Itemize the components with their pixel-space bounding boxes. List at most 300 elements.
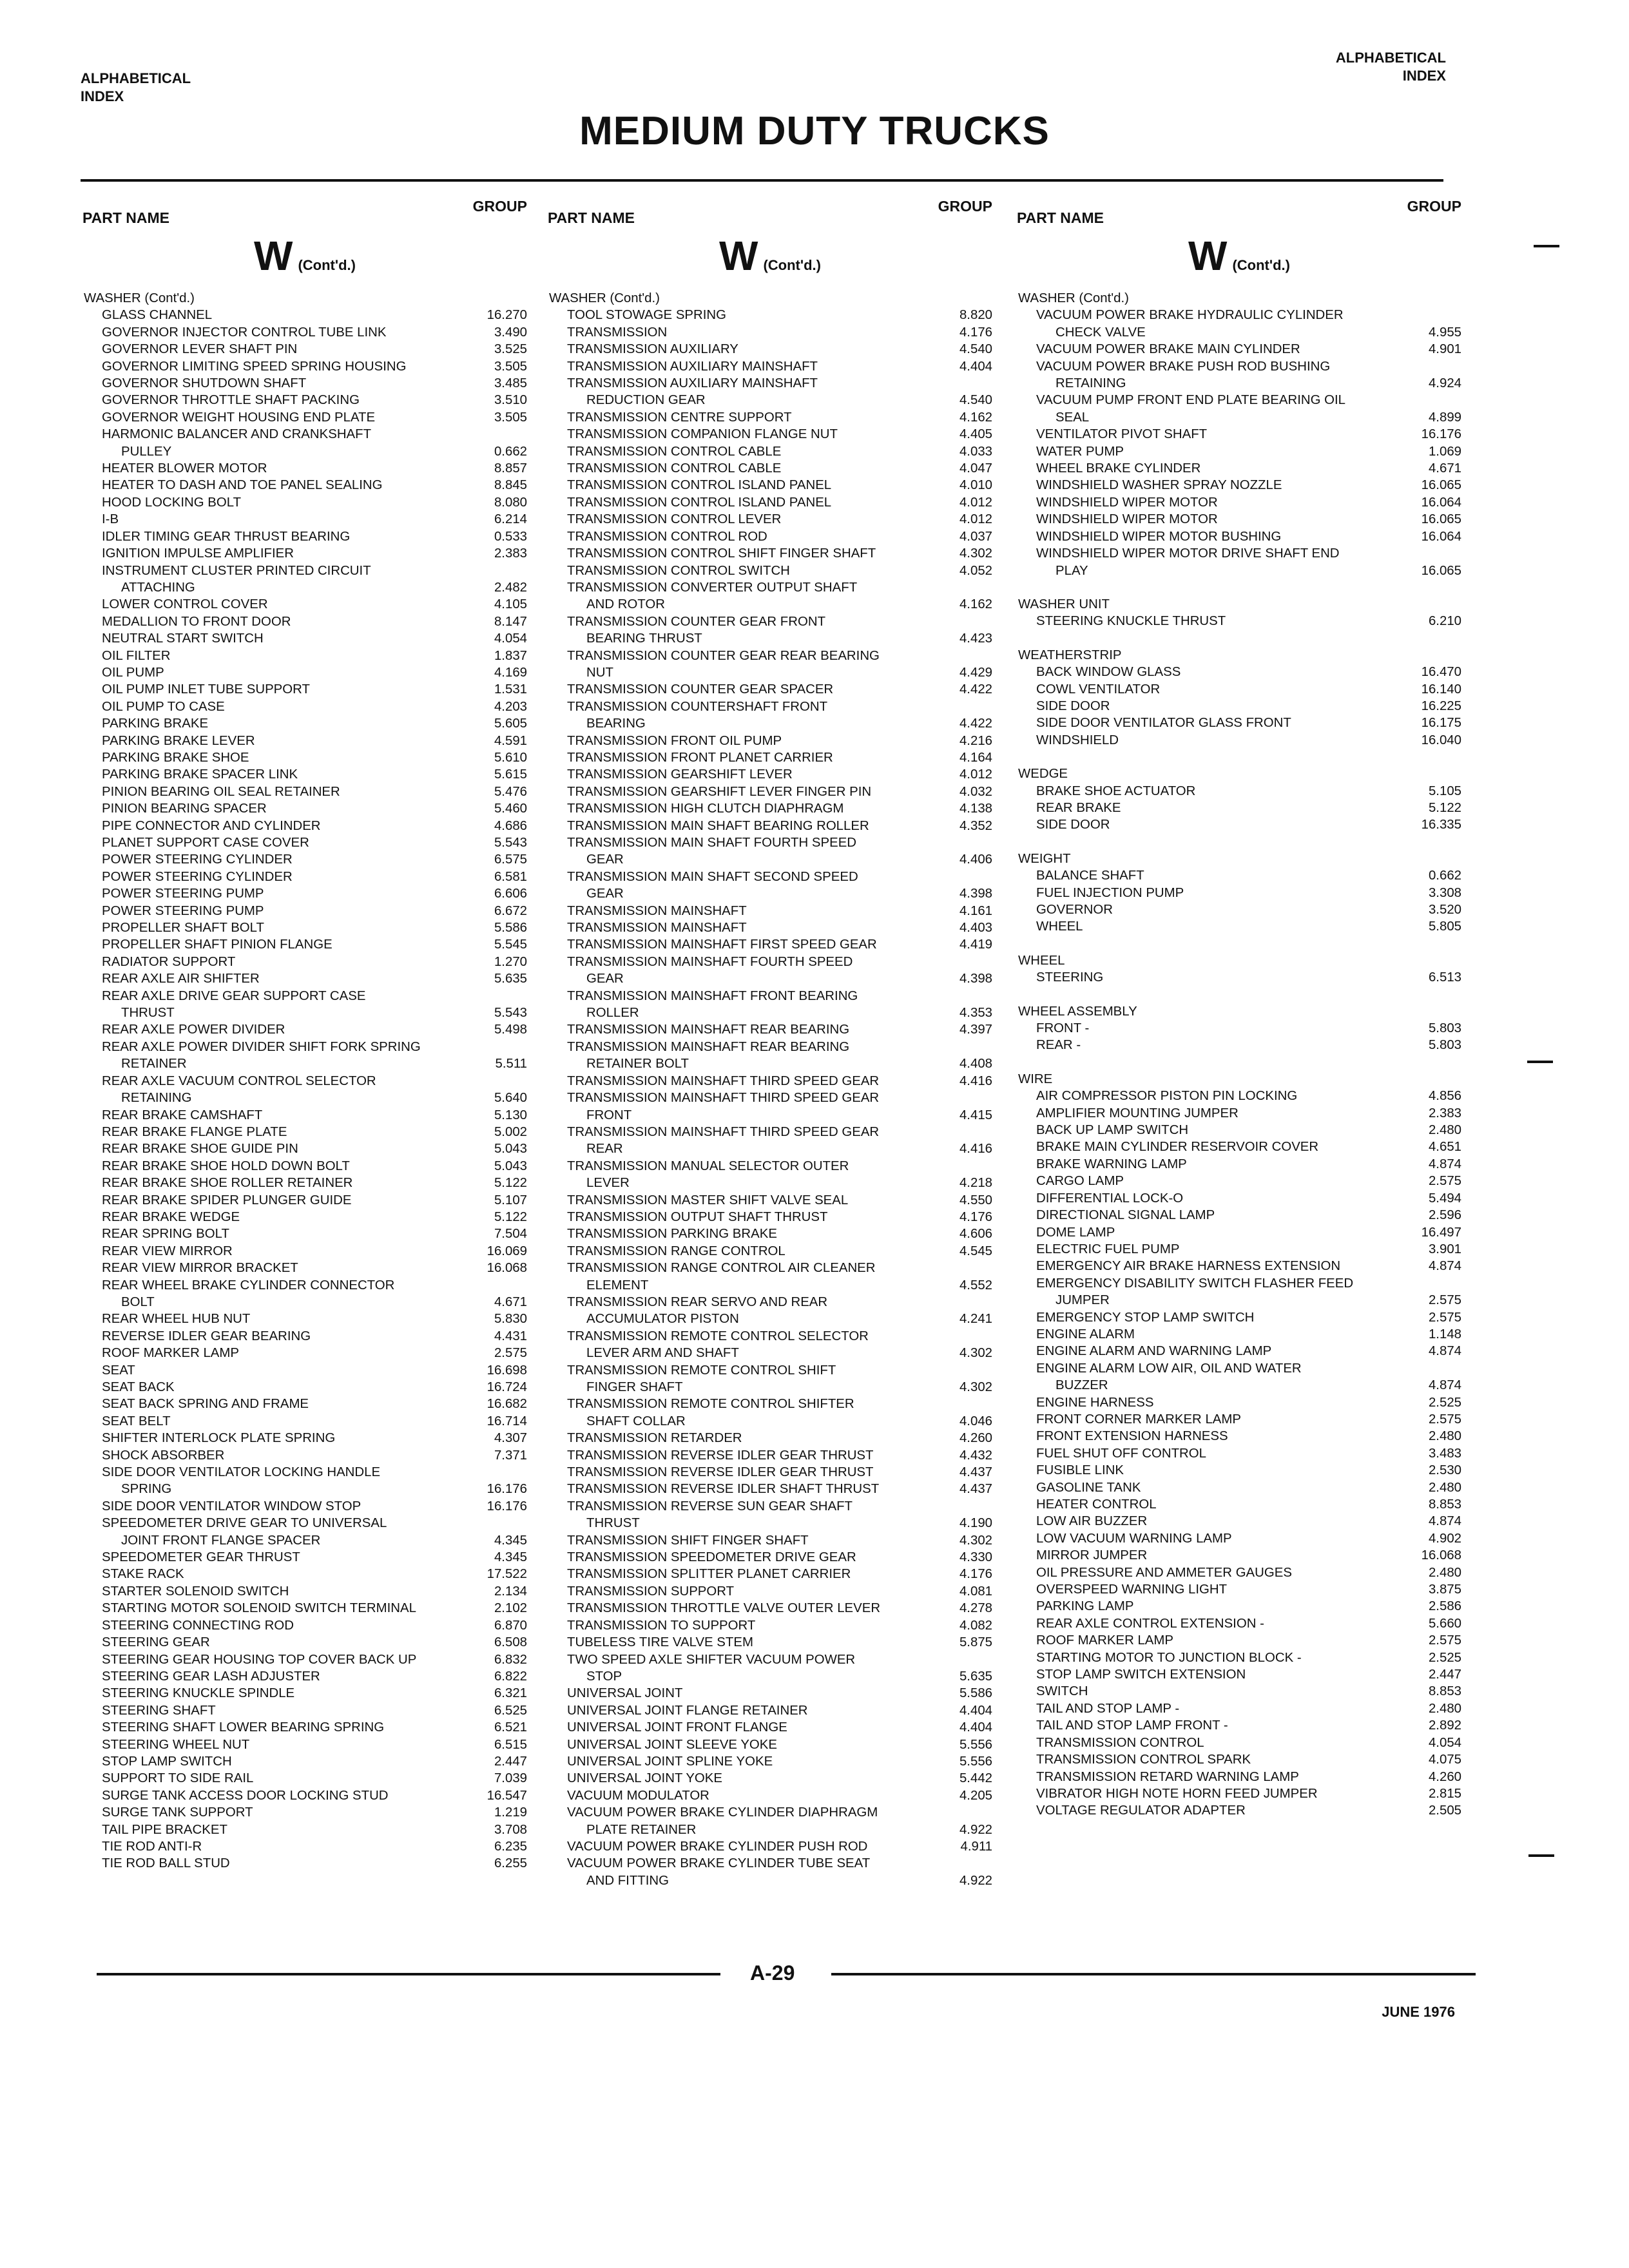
index-entry-row <box>548 1294 992 1311</box>
index-entry-row <box>548 392 992 408</box>
index-entry-row <box>1017 732 1461 749</box>
index-entry-row <box>82 1549 527 1566</box>
index-entry-row <box>1017 1326 1461 1343</box>
part-name: WEDGE <box>1018 767 1068 782</box>
group-number: 2.447 <box>494 1754 527 1769</box>
group-number: 4.874 <box>1428 1378 1461 1393</box>
part-name: TWO SPEED AXLE SHIFTER VACUUM POWER <box>567 1652 856 1667</box>
part-name: TRANSMISSION CONTROL ROD <box>567 529 767 544</box>
index-entry-row <box>1017 783 1461 800</box>
index-entry-row <box>1017 664 1461 680</box>
index-entry-row <box>1017 1735 1461 1751</box>
group-number: 4.054 <box>1428 1735 1461 1750</box>
part-name: STARTING MOTOR SOLENOID SWITCH TERMINAL <box>102 1601 416 1616</box>
index-entry-row <box>82 1634 527 1651</box>
index-entry-row <box>548 1277 992 1294</box>
index-entry-row <box>548 1549 992 1566</box>
group-number: 6.235 <box>494 1839 527 1854</box>
part-name: VACUUM POWER BRAKE CYLINDER TUBE SEAT <box>567 1856 871 1871</box>
group-number: 4.047 <box>959 461 992 476</box>
index-entry-row <box>548 1413 992 1430</box>
index-entry-row <box>548 1583 992 1600</box>
index-entry-row <box>1017 1105 1461 1122</box>
group-number: 4.911 <box>960 1839 992 1854</box>
index-entry-row <box>548 648 992 664</box>
index-entry-row <box>548 766 992 783</box>
index-entry-row <box>1017 477 1461 494</box>
part-name: TIE ROD BALL STUD <box>102 1856 230 1871</box>
group-number: 4.302 <box>959 1533 992 1548</box>
part-name: TRANSMISSION CONTROL SWITCH <box>567 563 790 578</box>
part-name: REAR AXLE AIR SHIFTER <box>102 972 260 986</box>
part-name: STEERING <box>1036 970 1104 985</box>
index-entry-row <box>1017 1598 1461 1615</box>
part-name: TRANSMISSION REVERSE IDLER GEAR THRUST <box>567 1465 874 1480</box>
index-entry-row <box>82 1209 527 1225</box>
part-name: TRANSMISSION <box>567 325 668 340</box>
part-name: REAR VIEW MIRROR <box>102 1244 233 1258</box>
group-number: 4.404 <box>959 359 992 374</box>
index-entry-row <box>1017 307 1461 323</box>
index-entry-row <box>82 443 527 460</box>
part-name: THRUST <box>121 1006 175 1021</box>
part-name: TRANSMISSION SPLITTER PLANET CARRIER <box>567 1567 851 1582</box>
part-name: HEATER BLOWER MOTOR <box>102 461 267 476</box>
group-number: 0.662 <box>1428 869 1461 883</box>
index-entry-row <box>1017 1207 1461 1224</box>
group-number: 3.901 <box>1428 1242 1461 1256</box>
group-number: 8.853 <box>1428 1684 1461 1699</box>
part-name: WATER PUMP <box>1036 444 1124 459</box>
group-number: 4.591 <box>494 733 527 748</box>
footer <box>0 1961 1629 1987</box>
index-entry-row <box>82 970 527 987</box>
part-name: GOVERNOR INJECTOR CONTROL TUBE LINK <box>102 325 387 340</box>
part-name: LOW AIR BUZZER <box>1036 1514 1148 1529</box>
group-number: 16.176 <box>487 1482 527 1497</box>
index-entry-row <box>82 1396 527 1412</box>
part-name: SIDE DOOR VENTILATOR LOCKING HANDLE <box>102 1465 381 1480</box>
index-entry-row <box>1017 1224 1461 1241</box>
index-entry-row <box>548 613 992 630</box>
index-entry-row <box>82 613 527 630</box>
index-entry-row <box>548 1039 992 1055</box>
part-name: PINION BEARING SPACER <box>102 802 267 816</box>
part-name: ROOF MARKER LAMP <box>102 1346 239 1361</box>
index-entry-row <box>82 1753 527 1770</box>
group-number: 5.640 <box>494 1091 527 1106</box>
group-number: 2.575 <box>1428 1174 1461 1189</box>
part-name: NEUTRAL START SWITCH <box>102 631 264 646</box>
part-name: BACK UP LAMP SWITCH <box>1036 1123 1189 1138</box>
index-entry-row <box>1017 1411 1461 1428</box>
index-entry-row <box>82 1617 527 1634</box>
index-entry-row <box>548 1073 992 1090</box>
index-entry-row <box>82 1140 527 1157</box>
index-entry-row <box>82 1225 527 1242</box>
index-entry-row <box>82 783 527 800</box>
group-number: 4.686 <box>494 818 527 833</box>
group-number: 4.205 <box>959 1788 992 1803</box>
footer-rule-left <box>97 1973 720 1975</box>
group-number: 16.065 <box>1421 512 1461 527</box>
index-entry-row <box>82 1702 527 1719</box>
group-number: 5.543 <box>494 1006 527 1021</box>
group-number: 4.899 <box>1428 410 1461 425</box>
index-entry-row <box>1017 1479 1461 1496</box>
part-name: REAR BRAKE CAMSHAFT <box>102 1108 263 1122</box>
group-number: 2.480 <box>1428 1123 1461 1138</box>
group-number: 1.219 <box>494 1805 527 1820</box>
section-contd: (Cont'd.) <box>763 257 821 273</box>
part-name: ENGINE HARNESS <box>1036 1395 1154 1410</box>
group-number: 5.107 <box>494 1193 527 1207</box>
part-name: I-B <box>102 512 119 527</box>
part-name: UNIVERSAL JOINT YOKE <box>567 1771 722 1786</box>
group-number: 8.845 <box>494 478 527 493</box>
index-entry-row <box>82 1021 527 1038</box>
part-name: SHOCK ABSORBER <box>102 1448 225 1463</box>
part-name: STEERING GEAR HOUSING TOP COVER BACK UP <box>102 1652 417 1667</box>
part-name: LOWER CONTROL COVER <box>102 597 268 612</box>
index-entry-row <box>82 936 527 953</box>
index-entry-row <box>82 1736 527 1753</box>
group-number: 4.032 <box>959 784 992 799</box>
header-left <box>81 70 191 106</box>
group-number: 5.460 <box>494 802 527 816</box>
part-name: WINDSHIELD <box>1036 733 1119 747</box>
group-number: 5.586 <box>494 921 527 936</box>
part-name: TRANSMISSION MAINSHAFT FOURTH SPEED <box>567 954 853 969</box>
group-number: 4.902 <box>1428 1531 1461 1546</box>
group-number: 2.596 <box>1428 1208 1461 1223</box>
part-name: TRANSMISSION RANGE CONTROL AIR CLEANER <box>567 1261 876 1276</box>
index-entry-row <box>1017 1564 1461 1581</box>
group-number: 4.352 <box>959 818 992 833</box>
group-number: 5.830 <box>494 1312 527 1327</box>
section-letter: W <box>254 233 293 279</box>
section-contd: (Cont'd.) <box>1232 257 1290 273</box>
index-entry-row <box>1017 1275 1461 1292</box>
part-name: TUBELESS TIRE VALVE STEM <box>567 1635 753 1650</box>
part-name: TRANSMISSION MASTER SHIFT VALVE SEAL <box>567 1193 849 1207</box>
group-number: 6.508 <box>494 1635 527 1650</box>
group-number: 4.419 <box>959 937 992 952</box>
part-name: LEVER <box>586 1176 630 1191</box>
group-number: 16.714 <box>487 1414 527 1428</box>
group-number: 6.210 <box>1428 614 1461 629</box>
index-entry-row <box>1017 1173 1461 1189</box>
group-number: 4.437 <box>959 1482 992 1497</box>
index-entry-row <box>548 1396 992 1412</box>
part-name: FRONT EXTENSION HARNESS <box>1036 1429 1228 1444</box>
part-name: PLAY <box>1055 563 1088 578</box>
part-name: TRANSMISSION AUXILIARY MAINSHAFT <box>567 376 818 391</box>
index-entry-row <box>1017 1649 1461 1666</box>
index-entry-row <box>1017 1547 1461 1564</box>
index-entry-row <box>1017 1683 1461 1700</box>
group-number: 3.490 <box>494 325 527 340</box>
index-entry-row <box>1017 1309 1461 1326</box>
index-entry-row <box>548 1702 992 1719</box>
part-name: TRANSMISSION CONTROL CABLE <box>567 444 782 459</box>
group-number: 1.531 <box>494 682 527 697</box>
part-name: AND ROTOR <box>586 597 665 612</box>
part-name: TRANSMISSION REMOTE CONTROL SHIFT <box>567 1363 836 1378</box>
index-entry-row <box>1017 1513 1461 1530</box>
group-number: 16.270 <box>487 308 527 323</box>
index-entry-row <box>548 1447 992 1464</box>
group-number: 5.803 <box>1428 1021 1461 1036</box>
index-entry-row <box>1017 1037 1461 1053</box>
index-entry-row <box>548 1481 992 1497</box>
part-name: SIDE DOOR <box>1036 818 1110 832</box>
index-entry-row <box>82 1243 527 1260</box>
part-name: PARKING BRAKE <box>102 716 209 731</box>
margin-tick-mark <box>1534 245 1559 247</box>
part-name: REAR BRAKE WEDGE <box>102 1209 240 1224</box>
index-entry-row <box>548 409 992 426</box>
index-entry-row <box>548 1821 992 1838</box>
part-name: TAIL AND STOP LAMP - <box>1036 1701 1180 1716</box>
part-name: TRANSMISSION TO SUPPORT <box>567 1618 756 1633</box>
group-number: 3.520 <box>1428 903 1461 917</box>
header-right <box>1336 49 1446 85</box>
index-entry-row <box>548 324 992 341</box>
index-heading-row <box>1017 952 1461 969</box>
group-number: 16.497 <box>1421 1225 1461 1240</box>
part-name: GOVERNOR SHUTDOWN SHAFT <box>102 376 307 391</box>
part-name: BALANCE SHAFT <box>1036 869 1144 883</box>
index-entry-row <box>548 460 992 477</box>
index-entry-row <box>82 562 527 579</box>
index-heading-row <box>1017 596 1461 613</box>
group-number: 7.039 <box>494 1771 527 1786</box>
group-number: 7.371 <box>494 1448 527 1463</box>
group-number: 5.498 <box>494 1023 527 1037</box>
group-number: 6.521 <box>494 1720 527 1735</box>
part-name: TRANSMISSION MAINSHAFT THIRD SPEED GEAR <box>567 1091 880 1106</box>
index-entry-row <box>548 341 992 358</box>
part-name: TRANSMISSION RETARD WARNING LAMP <box>1036 1769 1299 1784</box>
index-entry-row <box>1017 426 1461 443</box>
group-number: 0.662 <box>494 444 527 459</box>
index-entry-row <box>82 1379 527 1396</box>
group-number: 5.605 <box>494 716 527 731</box>
index-entry-row <box>548 698 992 715</box>
part-name: TRANSMISSION REMOTE CONTROL SELECTOR <box>567 1329 869 1343</box>
group-number: 5.122 <box>494 1209 527 1224</box>
index-entry-row <box>82 1192 527 1209</box>
entry-gap <box>1017 630 1461 647</box>
index-heading-row <box>1017 1071 1461 1088</box>
index-entry-row <box>548 818 992 834</box>
part-name: LOW VACUUM WARNING LAMP <box>1036 1531 1232 1546</box>
index-entry-row <box>82 885 527 902</box>
part-name: TRANSMISSION COUNTER GEAR REAR BEARING <box>567 648 880 663</box>
footer-rule-right <box>831 1973 1476 1975</box>
part-name: WIRE <box>1018 1072 1053 1086</box>
part-name: BEARING <box>586 716 646 731</box>
margin-tick-mark <box>1528 1854 1554 1857</box>
group-number: 3.510 <box>494 393 527 408</box>
part-name: TRANSMISSION MAINSHAFT THIRD SPEED GEAR <box>567 1124 880 1139</box>
part-name: SWITCH <box>1036 1684 1088 1699</box>
part-name: VACUUM POWER BRAKE MAIN CYLINDER <box>1036 342 1300 357</box>
index-entry-row <box>1017 1360 1461 1377</box>
group-number: 5.543 <box>494 836 527 850</box>
part-name: VACUUM POWER BRAKE HYDRAULIC CYLINDER <box>1036 308 1344 323</box>
index-entry-row <box>82 409 527 426</box>
part-name: TIE ROD ANTI-R <box>102 1839 202 1854</box>
index-entry-row <box>1017 443 1461 460</box>
index-entry-row <box>82 1515 527 1532</box>
group-number: 16.698 <box>487 1363 527 1378</box>
group-number: 5.586 <box>959 1686 992 1701</box>
index-entry-row <box>82 681 527 698</box>
part-name: SIDE DOOR VENTILATOR WINDOW STOP <box>102 1499 361 1514</box>
part-name: WASHER (Cont'd.) <box>549 291 660 305</box>
part-name: PROPELLER SHAFT BOLT <box>102 921 264 936</box>
group-number: 16.470 <box>1421 665 1461 680</box>
group-number: 5.615 <box>494 767 527 782</box>
part-name: BEARING THRUST <box>586 631 702 646</box>
group-heading: GROUP <box>472 198 527 215</box>
group-number: 4.052 <box>959 563 992 578</box>
part-name: EMERGENCY STOP LAMP SWITCH <box>1036 1310 1255 1325</box>
part-name: SEAT BACK SPRING AND FRAME <box>102 1397 309 1412</box>
index-entry-row <box>548 834 992 851</box>
index-entry-row <box>548 1532 992 1549</box>
part-name: PARKING BRAKE SHOE <box>102 750 249 765</box>
index-entry-row <box>82 1464 527 1481</box>
part-name: TRANSMISSION HIGH CLUTCH DIAPHRAGM <box>567 802 844 816</box>
index-entry-row <box>82 1004 527 1021</box>
index-entry-row <box>82 494 527 511</box>
index-entry-row <box>548 1872 992 1889</box>
part-name: ROLLER <box>586 1006 639 1021</box>
index-entry-row <box>82 1345 527 1361</box>
part-name: OVERSPEED WARNING LIGHT <box>1036 1582 1228 1597</box>
index-entry-row <box>548 562 992 579</box>
part-name: WINDSHIELD WIPER MOTOR DRIVE SHAFT END <box>1036 546 1340 561</box>
part-name: REVERSE IDLER GEAR BEARING <box>102 1329 311 1343</box>
part-name: WHEEL ASSEMBLY <box>1018 1004 1137 1019</box>
group-number: 5.122 <box>494 1176 527 1191</box>
index-entry-row <box>82 1855 527 1872</box>
part-name: REAR VIEW MIRROR BRACKET <box>102 1261 298 1276</box>
group-number: 4.545 <box>959 1244 992 1258</box>
group-number: 4.856 <box>1428 1089 1461 1104</box>
group-number: 4.422 <box>959 682 992 697</box>
group-number: 4.671 <box>1428 461 1461 476</box>
group-number: 4.345 <box>494 1550 527 1565</box>
column-header <box>548 187 992 232</box>
index-entry-row <box>82 664 527 681</box>
group-number: 16.065 <box>1421 478 1461 493</box>
group-number: 4.046 <box>959 1414 992 1428</box>
group-number: 4.540 <box>959 393 992 408</box>
group-number: 3.485 <box>494 376 527 391</box>
index-entry-row <box>548 1600 992 1617</box>
index-entry-row <box>548 664 992 681</box>
part-name: TRANSMISSION SPEEDOMETER DRIVE GEAR <box>567 1550 856 1565</box>
index-heading-row <box>1017 647 1461 664</box>
group-number: 6.606 <box>494 887 527 901</box>
part-name: AIR COMPRESSOR PISTON PIN LOCKING <box>1036 1089 1298 1104</box>
group-number: 16.175 <box>1421 716 1461 731</box>
index-entry-row <box>1017 715 1461 731</box>
part-name: REAR BRAKE SPIDER PLUNGER GUIDE <box>102 1193 352 1207</box>
part-name: TRANSMISSION CONTROL LEVER <box>567 512 782 527</box>
group-number: 2.383 <box>494 546 527 561</box>
part-name: ACCUMULATOR PISTON <box>586 1312 739 1327</box>
index-entry-row <box>548 1225 992 1242</box>
index-entry-row <box>1017 1751 1461 1768</box>
index-entry-row <box>548 1004 992 1021</box>
index-entry-row <box>548 1055 992 1072</box>
part-name: REAR - <box>1036 1038 1081 1053</box>
group-number: 16.065 <box>1421 563 1461 578</box>
index-entry-row <box>82 954 527 970</box>
part-name: POWER STEERING PUMP <box>102 887 264 901</box>
part-name: WHEEL <box>1036 919 1083 934</box>
part-name: REAR BRAKE SHOE ROLLER RETAINER <box>102 1176 353 1191</box>
group-number: 1.270 <box>494 954 527 969</box>
group-number: 7.504 <box>494 1227 527 1242</box>
part-name: PIPE CONNECTOR AND CYLINDER <box>102 818 321 833</box>
part-name: REAR AXLE POWER DIVIDER SHIFT FORK SPRING <box>102 1039 421 1054</box>
group-number: 5.002 <box>494 1124 527 1139</box>
index-entry-row <box>548 358 992 375</box>
part-name: TRANSMISSION REVERSE SUN GEAR SHAFT <box>567 1499 853 1514</box>
part-name: REAR BRAKE <box>1036 800 1121 815</box>
group-number: 2.134 <box>494 1584 527 1599</box>
index-entry-row <box>82 1311 527 1327</box>
index-entry-row <box>82 426 527 443</box>
header-right-line2: INDEX <box>1402 68 1446 84</box>
part-name: OIL PUMP <box>102 665 164 680</box>
entry-gap <box>1017 834 1461 850</box>
group-number: 2.447 <box>1428 1667 1461 1682</box>
part-name: MEDALLION TO FRONT DOOR <box>102 614 291 629</box>
part-name: TRANSMISSION MAIN SHAFT SECOND SPEED <box>567 869 858 884</box>
index-entry-row <box>1017 341 1461 358</box>
index-heading-row <box>82 290 527 307</box>
group-number: 4.431 <box>494 1329 527 1343</box>
group-number: 4.345 <box>494 1533 527 1548</box>
part-name: HEATER CONTROL <box>1036 1497 1157 1512</box>
part-name: TRANSMISSION CONVERTER OUTPUT SHAFT <box>567 580 858 595</box>
group-number: 4.176 <box>959 325 992 340</box>
letter-heading <box>548 232 992 290</box>
index-entry-row <box>1017 1802 1461 1819</box>
part-name: ENGINE ALARM AND WARNING LAMP <box>1036 1344 1272 1359</box>
part-name: TRANSMISSION MANUAL SELECTOR OUTER <box>567 1158 849 1173</box>
group-number: 5.476 <box>494 784 527 799</box>
group-number: 2.480 <box>1428 1701 1461 1716</box>
part-name: TOOL STOWAGE SPRING <box>567 308 726 323</box>
index-entry-row <box>548 630 992 647</box>
index-entry-row <box>82 630 527 647</box>
group-number: 4.415 <box>959 1108 992 1122</box>
part-name: SEAL <box>1055 410 1090 425</box>
index-entry-row <box>1017 324 1461 341</box>
group-number: 4.924 <box>1428 376 1461 391</box>
index-entry-row <box>548 1158 992 1175</box>
group-number: 5.494 <box>1428 1191 1461 1206</box>
index-entry-row <box>1017 1428 1461 1445</box>
